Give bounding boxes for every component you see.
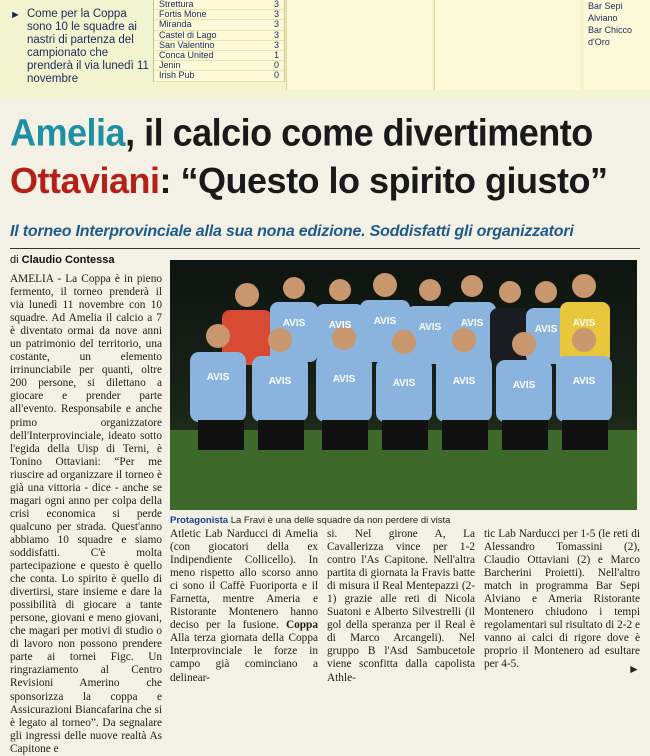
table-column-blank <box>434 0 580 90</box>
standings-row: Jenin 0 <box>154 61 284 71</box>
headline-line-2 <box>10 159 650 203</box>
headline-quote: : “Questo lo spirito giusto” <box>159 160 608 201</box>
headline-name: Ottaviani <box>10 160 160 201</box>
standings-row: Miranda 3 <box>154 20 284 30</box>
section-label: Coppa <box>285 619 318 632</box>
caption-text: La Fravi è una delle squadre da non perdere di vista <box>230 515 451 526</box>
svg-text:AVIS: AVIS <box>572 318 596 329</box>
svg-text:AVIS: AVIS <box>418 322 442 333</box>
svg-text:AVIS: AVIS <box>512 380 536 391</box>
divider <box>10 248 640 249</box>
svg-text:AVIS: AVIS <box>572 376 596 387</box>
svg-text:AVIS: AVIS <box>460 318 484 329</box>
standings-row: Irish Pub 0 <box>154 71 284 81</box>
standings-row: San Valentino 3 <box>154 41 284 51</box>
article-column-4: tic Lab Narducci per 1-5 (le reti di Alessandro Tomassini (2), Claudio Ottaviani (2) e Marco Barcherini Proietti). Nell'altro match in programma Bar Sepi Alviano e Ameria Ristorante Montenero chiudono i tempi regolamentari sul risultato di 2-2 e vanno ai calci di rigore dove è proprio il Montenero ad esultare per 4-5. <box>484 528 640 671</box>
svg-text:AVIS: AVIS <box>392 378 416 389</box>
article-column-1: AMELIA - La Coppa è in pieno fermento, il torneo prenderà il via lunedì 11 novembre con 10 squadre. Ad Amelia il calcio a 7 è diventato ormai da nove anni un patrimonio del territorio, una costante, un elemento irrinunciabile per quanti, oltre 200 persone, si dilettano a giocare e prender parte all'evento. Responsabile e anche primo organizzatore dell'Interprovinciale, ideato sotto l'egida della Uisp di Terni, è Tonino Ottaviani: “Per me riuscire ad organizzare il torneo è già una vittoria - dice - anche se magari ogni anno per colpa della crisi economica si perde qualcuno per strada. Quest'anno abbiamo 10 squadre e siamo soddisfatti. C'è molta partecipazione e questo è quello che conta. Lo spirito è quello di divertirsi, stare insieme e dare la possibilità di giocare a tante persone, giovani e meno giovani, che magari per motivi di studio o di lavoro non possono prendere parte ai tornei Figc. Un ringraziamento al Centro Revisioni Amerino che sponsorizza la coppa e Assicurazioni Biancafarina che si è legato al torneo”. Da segnalare gli ingressi delle nuove realtà As Capitone e <box>10 273 162 755</box>
teaser-text: Come per la Coppa sono 10 le squadre ai nastri di partenza del campionato che prenderà il via lunedì 11 novembre <box>27 8 149 85</box>
teaser-arrow-icon: ► <box>10 9 21 21</box>
continue-arrow-icon: ► <box>628 662 640 676</box>
article-column-2: Atletic Lab Narducci di Amelia (con giocatori della ex Indipendiente Collicello). In meno rispetto allo scorso anno ci sono il Caffè Fuoriporta e il Farnetta, mentre Ameria e Ristorante Montenero hanno deciso per la fusione. Coppa Alla terza giornata della Coppa Interprovinciale le forze in campo già cominciano a delinear- <box>170 528 318 684</box>
photo-caption <box>170 515 637 526</box>
table-column-blank <box>286 0 432 90</box>
headline-line-1 <box>10 110 650 156</box>
subtitle: Il torneo Interprovinciale alla sua nona edizione. Soddisfatti gli organizzatori <box>10 223 574 240</box>
svg-text:AVIS: AVIS <box>452 376 476 387</box>
svg-text:AVIS: AVIS <box>332 374 356 385</box>
standings-row: Strettura 3 <box>154 0 284 10</box>
result-item: Bar Sepi Alviano <box>588 1 623 23</box>
byline: di Claudio Contessa <box>10 254 115 266</box>
standings-table <box>153 0 285 82</box>
standings-row: Castel di Lago 3 <box>154 31 284 41</box>
team-photo <box>170 260 637 510</box>
svg-text:AVIS: AVIS <box>268 376 292 387</box>
team-photo-image <box>170 260 637 510</box>
teaser-box <box>10 8 150 86</box>
result-item: Bar Chicco d'Oro <box>588 25 633 47</box>
caption-label: Protagonista <box>170 515 229 526</box>
svg-text:AVIS: AVIS <box>373 316 397 327</box>
headline-text: , il calcio come divertimento <box>125 110 593 154</box>
results-column <box>584 0 650 90</box>
author-name: Claudio Contessa <box>21 254 115 266</box>
headline-town: Amelia <box>10 110 126 154</box>
svg-text:AVIS: AVIS <box>206 372 230 383</box>
svg-text:AVIS: AVIS <box>328 320 352 331</box>
article-column-3: si. Nel girone A, La Cavallerizza vince per 1-2 contro l'As Capitone. Nell'altra partita di giornata la Fravis batte di misura il Real Mentepazzi (2-1) grazie alle reti di Nicola Suatoni e Alberto Silvestrelli (il gol della speranza per il Real è di Marco Arcangeli). Nel gruppo B l'Asd Sambucetole viene sconfitta dalla capolista Athle- <box>327 528 476 684</box>
svg-text:AVIS: AVIS <box>282 318 306 329</box>
standings-row: Conca United 1 <box>154 51 284 61</box>
svg-text:AVIS: AVIS <box>534 324 558 335</box>
standings-row: Fortis Mone 3 <box>154 10 284 20</box>
